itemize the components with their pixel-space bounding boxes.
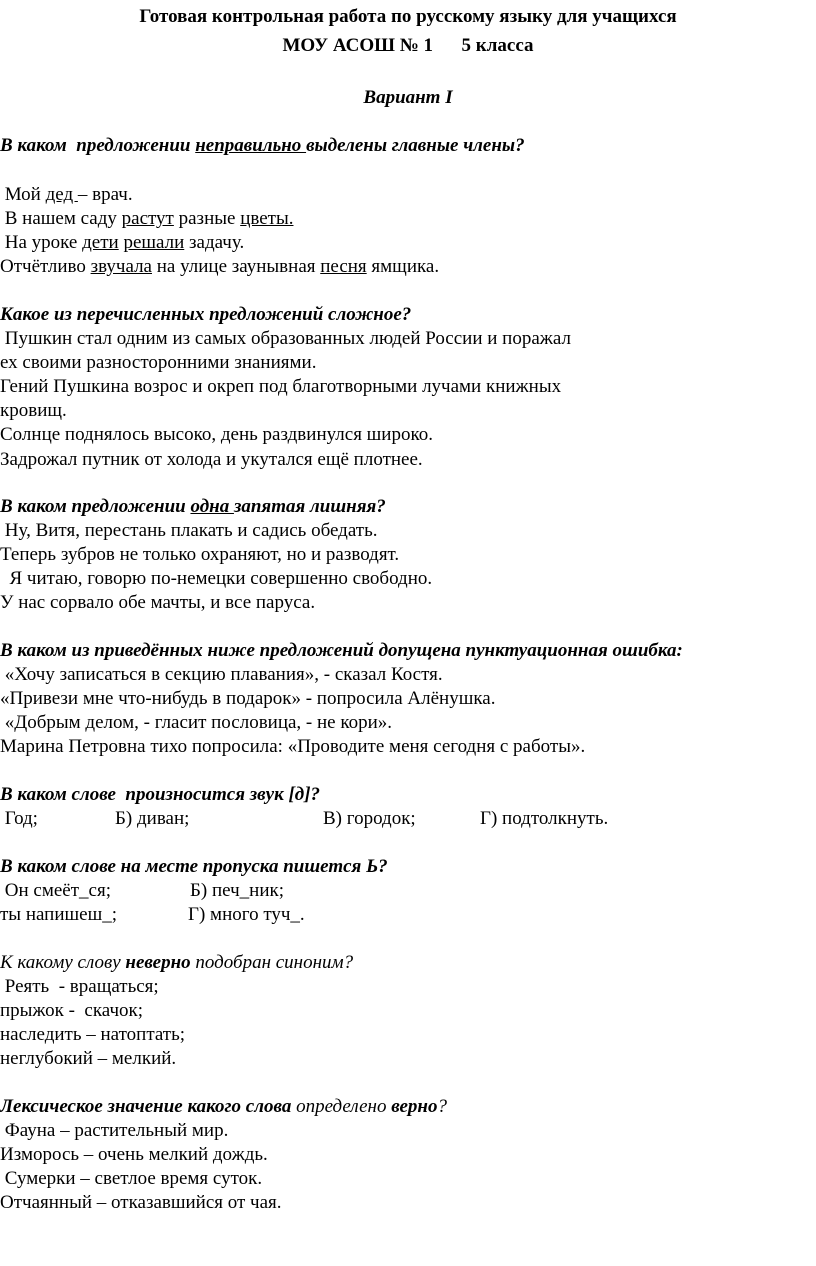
q2-option-line: Пушкин стал одним из самых образованных людей России и поражал xyxy=(0,328,571,349)
question-8: Лексическое значение какого слова определено верно? xyxy=(0,1096,447,1117)
q7-option-c: наследить – натоптать; xyxy=(0,1024,186,1045)
q4-option-a: «Хочу записаться в секцию плавания», - сказал Костя. xyxy=(0,664,443,685)
q1-option-b: В нашем саду растут разные цветы. xyxy=(0,208,294,229)
q3-option-b: Теперь зубров не только охраняют, но и разводят. xyxy=(0,544,400,565)
q7-option-b: прыжок - скачок; xyxy=(0,1000,144,1021)
q1-option-a: Мой дед – врач. xyxy=(0,184,133,205)
document-title: Готовая контрольная работа по русскому языку для учащихся xyxy=(139,6,677,27)
q2-option-line: Задрожал путник от холода и укутался ещё плотнее. xyxy=(0,449,423,470)
q7-option-a: Реять - вращаться; xyxy=(0,976,159,997)
q8-option-c: Сумерки – светлое время суток. xyxy=(0,1168,263,1189)
q2-option-line: кровищ. xyxy=(0,400,67,421)
q2-option-line: ех своими разносторонними знаниями. xyxy=(0,352,317,373)
question-6: В каком слове на месте пропуска пишется Ь? xyxy=(0,856,388,877)
question-5: В каком слове произносится звук [д]? xyxy=(0,784,321,805)
variant-heading: Вариант I xyxy=(363,87,453,108)
q8-option-b: Изморось – очень мелкий дождь. xyxy=(0,1144,268,1165)
q3-option-c: Я читаю, говорю по-немецки совершенно свободно. xyxy=(0,568,433,589)
question-2: Какое из перечисленных предложений сложное? xyxy=(0,304,412,325)
q3-option-d: У нас сорвало обе мачты, и все паруса. xyxy=(0,592,316,613)
school-grade-line: МОУ АСОШ № 1 5 класса xyxy=(282,35,534,56)
q3-option-a: Ну, Витя, перестань плакать и садись обедать. xyxy=(0,520,378,541)
q5-option-a: Год; xyxy=(0,808,38,829)
q6-option-c: ты напишеш_; xyxy=(0,904,117,925)
q6-option-d: Г) много туч_. xyxy=(188,904,305,925)
question-4: В каком из приведённых ниже предложений допущена пунктуационная ошибка: xyxy=(0,640,683,661)
q2-option-line: Солнце поднялось высоко, день раздвинулся широко. xyxy=(0,424,433,445)
q6-option-a: Он смеёт_ся; xyxy=(0,880,111,901)
question-1: В каком предложении неправильно выделены главные члены? xyxy=(0,135,525,156)
q4-option-c: «Добрым делом, - гласит пословица, - не кори». xyxy=(0,712,393,733)
q7-option-d: неглубокий – мелкий. xyxy=(0,1048,177,1069)
q5-option-d: Г) подтолкнуть. xyxy=(480,808,609,829)
q6-option-b: Б) печ_ник; xyxy=(190,880,285,901)
q4-option-d: Марина Петровна тихо попросила: «Проводите меня сегодня с работы». xyxy=(0,736,586,757)
question-3: В каком предложении одна запятая лишняя? xyxy=(0,496,386,517)
q1-option-c: На уроке дети решали задачу. xyxy=(0,232,245,253)
question-7: К какому слову неверно подобран синоним? xyxy=(0,952,354,973)
q4-option-b: «Привези мне что-нибудь в подарок» - попросила Алёнушка. xyxy=(0,688,496,709)
q5-option-b: Б) диван; xyxy=(115,808,190,829)
q5-option-c: В) городок; xyxy=(323,808,416,829)
q8-option-d: Отчаянный – отказавшийся от чая. xyxy=(0,1192,282,1213)
q8-option-a: Фауна – растительный мир. xyxy=(0,1120,229,1141)
q1-option-d: Отчётливо звучала на улице заунывная песня ямщика. xyxy=(0,256,440,277)
q2-option-line: Гений Пушкина возрос и окреп под благотворными лучами книжных xyxy=(0,376,562,397)
